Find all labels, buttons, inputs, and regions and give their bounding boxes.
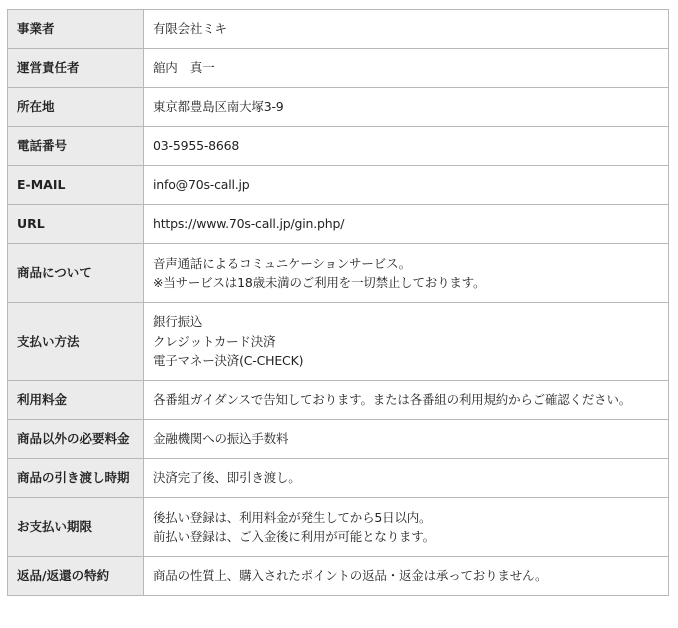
row-label: 支払い方法 — [8, 303, 144, 381]
row-label: 運営責任者 — [8, 49, 144, 88]
table-row — [8, 381, 669, 420]
row-label: お支払い期限 — [8, 498, 144, 557]
row-label: 商品以外の必要料金 — [8, 420, 144, 459]
value-line: 各番組ガイダンスで告知しております。または各番組の利用規約からご確認ください。 — [153, 392, 632, 408]
value-line: 東京都豊島区南大塚3-9 — [153, 99, 284, 115]
row-label: 利用料金 — [8, 381, 144, 420]
row-value — [144, 459, 669, 498]
table-row — [8, 205, 669, 244]
value-line: ※当サービスは18歳未満のご利用を一切禁止しております。 — [153, 275, 486, 290]
table-row — [8, 166, 669, 205]
row-label: 商品について — [8, 244, 144, 303]
table-row — [8, 303, 669, 381]
row-label: E-MAIL — [8, 166, 144, 205]
value-line: 前払い登録は、ご入金後に利用が可能となります。 — [153, 529, 435, 544]
row-value — [144, 49, 669, 88]
row-label: URL — [8, 205, 144, 244]
row-value — [144, 10, 669, 49]
row-value — [144, 205, 669, 244]
row-label: 電話番号 — [8, 127, 144, 166]
value-line: 舘内 真一 — [153, 60, 215, 76]
table-row — [8, 49, 669, 88]
row-value — [144, 127, 669, 166]
table-row — [8, 459, 669, 498]
row-label: 返品/返還の特約 — [8, 557, 144, 596]
value-line: 音声通話によるコミュニケーションサービス。 — [153, 255, 411, 271]
row-label: 所在地 — [8, 88, 144, 127]
value-line: 商品の性質上、購入されたポイントの返品・返金は承っておりません。 — [153, 568, 548, 584]
table-row — [8, 244, 669, 303]
row-value — [144, 166, 669, 205]
table-row — [8, 10, 669, 49]
value-line: 銀行振込 — [153, 314, 203, 330]
value-line: 後払い登録は、利用料金が発生してから5日以内。 — [153, 509, 432, 525]
value-line: 03-5955-8668 — [153, 138, 240, 154]
row-value — [144, 381, 669, 420]
value-line: 有限会社ミキ — [153, 21, 227, 37]
value-line: クレジットカード決済 — [153, 333, 276, 349]
row-value — [144, 557, 669, 596]
value-line: 電子マネー決済(C-CHECK) — [153, 353, 304, 369]
table-row — [8, 420, 669, 459]
value-line: 金融機関への振込手数料 — [153, 431, 289, 447]
row-label: 事業者 — [8, 10, 144, 49]
row-value — [144, 88, 669, 127]
row-label: 商品の引き渡し時期 — [8, 459, 144, 498]
table-row — [8, 88, 669, 127]
company-info-table — [7, 9, 669, 596]
row-value — [144, 303, 669, 381]
row-value — [144, 244, 669, 303]
table-row — [8, 557, 669, 596]
value-line: 決済完了後、即引き渡し。 — [153, 470, 301, 486]
row-value — [144, 498, 669, 557]
value-line: https://www.70s-call.jp/gin.php/ — [153, 216, 345, 232]
table-row — [8, 498, 669, 557]
row-value — [144, 420, 669, 459]
table-row — [8, 127, 669, 166]
value-line: info@70s-call.jp — [153, 177, 250, 193]
